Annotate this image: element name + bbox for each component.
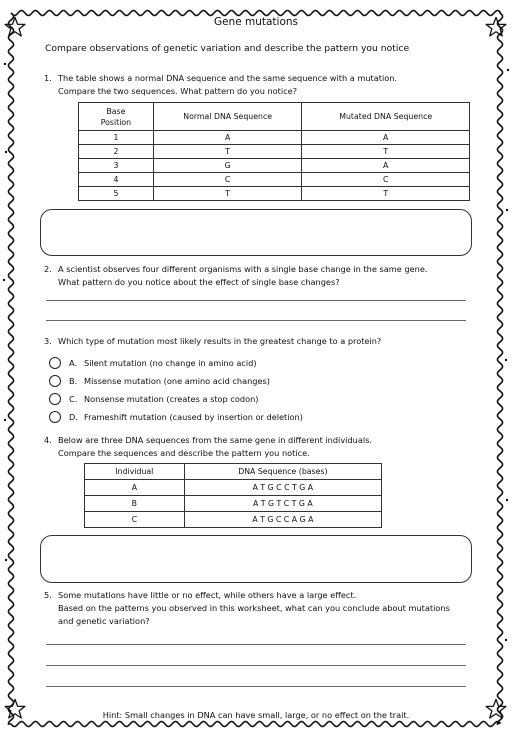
option-a-radio[interactable] <box>49 357 61 369</box>
border-dot <box>505 359 507 361</box>
hint-text: Hint: Small changes in DNA can have small, large, or no effect on the trait. <box>102 710 410 720</box>
question-5-number: 5. <box>44 590 52 600</box>
table-header: Mutated DNA Sequence <box>302 103 470 131</box>
question-4-text-2: Compare the sequences and describe the pattern you notice. <box>58 448 310 458</box>
option-b-letter: B. <box>69 376 78 386</box>
table-cell: A <box>302 131 470 145</box>
table-cell: A <box>302 159 470 173</box>
table-row <box>85 496 382 512</box>
answer-box-1[interactable] <box>40 209 472 256</box>
answer-line[interactable] <box>46 320 466 321</box>
option-b-text: Missense mutation (one amino acid changes) <box>84 376 270 386</box>
table-row <box>79 187 470 201</box>
option-d-text: Frameshift mutation (caused by insertion or deletion) <box>84 412 303 422</box>
table-header: DNA Sequence (bases) <box>184 464 381 480</box>
answer-line[interactable] <box>46 644 466 645</box>
table-row <box>79 145 470 159</box>
option-b-radio[interactable] <box>49 375 61 387</box>
option-d-radio[interactable] <box>49 411 61 423</box>
table-row <box>79 173 470 187</box>
question-2-number: 2. <box>44 264 52 274</box>
table-cell: 1 <box>79 131 154 145</box>
option-a-letter: A. <box>69 358 78 368</box>
option-c-text: Nonsense mutation (creates a stop codon) <box>84 394 259 404</box>
table-header: Normal DNA Sequence <box>153 103 302 131</box>
table-cell: 5 <box>79 187 154 201</box>
option-c-letter: C. <box>69 394 78 404</box>
table-cell: A T G T C T G A <box>184 496 381 512</box>
border-dot <box>3 279 5 281</box>
table-header: Base Position <box>79 103 154 131</box>
page-subtitle: Compare observations of genetic variation and describe the pattern you notice <box>45 43 410 54</box>
page-title: Gene mutations <box>213 16 299 28</box>
question-1-text-2: Compare the two sequences. What pattern do you notice? <box>58 86 298 96</box>
table-cell: A T G C C T G A <box>184 480 381 496</box>
table-row <box>79 159 470 173</box>
table-cell: A T G C C A G A <box>184 512 381 528</box>
option-d-letter: D. <box>69 412 78 422</box>
question-3-text: Which type of mutation most likely results in the greatest change to a protein? <box>58 336 382 346</box>
question-5-text-2: Based on the patterns you observed in this worksheet, what can you conclude about mutations <box>58 603 450 613</box>
table-row <box>79 131 470 145</box>
table-cell: C <box>302 173 470 187</box>
table-cell: 2 <box>79 145 154 159</box>
table-cell: A <box>153 131 302 145</box>
border-dot <box>507 69 509 71</box>
question-4-text: Below are three DNA sequences from the same gene in different individuals. <box>58 435 372 445</box>
question-1-text: The table shows a normal DNA sequence and the same sequence with a mutation. <box>58 73 398 83</box>
table-row <box>85 512 382 528</box>
dna-sequences-table <box>84 463 382 528</box>
border-dot <box>506 499 508 501</box>
question-5-text: Some mutations have little or no effect, while others have a large effect. <box>58 590 357 600</box>
table-cell: B <box>85 496 185 512</box>
table-cell: T <box>153 145 302 159</box>
question-3-number: 3. <box>44 336 52 346</box>
table-header-row <box>79 103 470 131</box>
border-dot <box>4 419 6 421</box>
border-dot <box>5 559 7 561</box>
answer-box-4[interactable] <box>40 535 472 583</box>
border-dot <box>4 63 6 65</box>
table-cell: T <box>302 145 470 159</box>
table-header: Individual <box>85 464 185 480</box>
border-dot <box>5 151 7 153</box>
table-row <box>85 480 382 496</box>
table-cell: C <box>153 173 302 187</box>
answer-line[interactable] <box>46 665 466 666</box>
border-dot <box>505 639 507 641</box>
table-header-row <box>85 464 382 480</box>
question-5-text-3: and genetic variation? <box>58 616 150 626</box>
question-2-text-2: What pattern do you notice about the effect of single base changes? <box>58 277 340 287</box>
answer-line[interactable] <box>46 686 466 687</box>
dna-comparison-table <box>78 102 470 201</box>
border-dot <box>506 209 508 211</box>
table-cell: 4 <box>79 173 154 187</box>
option-c-radio[interactable] <box>49 393 61 405</box>
answer-line[interactable] <box>46 300 466 301</box>
table-cell: A <box>85 480 185 496</box>
table-cell: G <box>153 159 302 173</box>
table-cell: T <box>302 187 470 201</box>
question-1-number: 1. <box>44 73 52 83</box>
table-cell: C <box>85 512 185 528</box>
question-4-number: 4. <box>44 435 52 445</box>
question-2-text: A scientist observes four different organisms with a single base change in the same gene. <box>58 264 428 274</box>
table-cell: T <box>153 187 302 201</box>
table-cell: 3 <box>79 159 154 173</box>
option-a-text: Silent mutation (no change in amino acid) <box>84 358 257 368</box>
